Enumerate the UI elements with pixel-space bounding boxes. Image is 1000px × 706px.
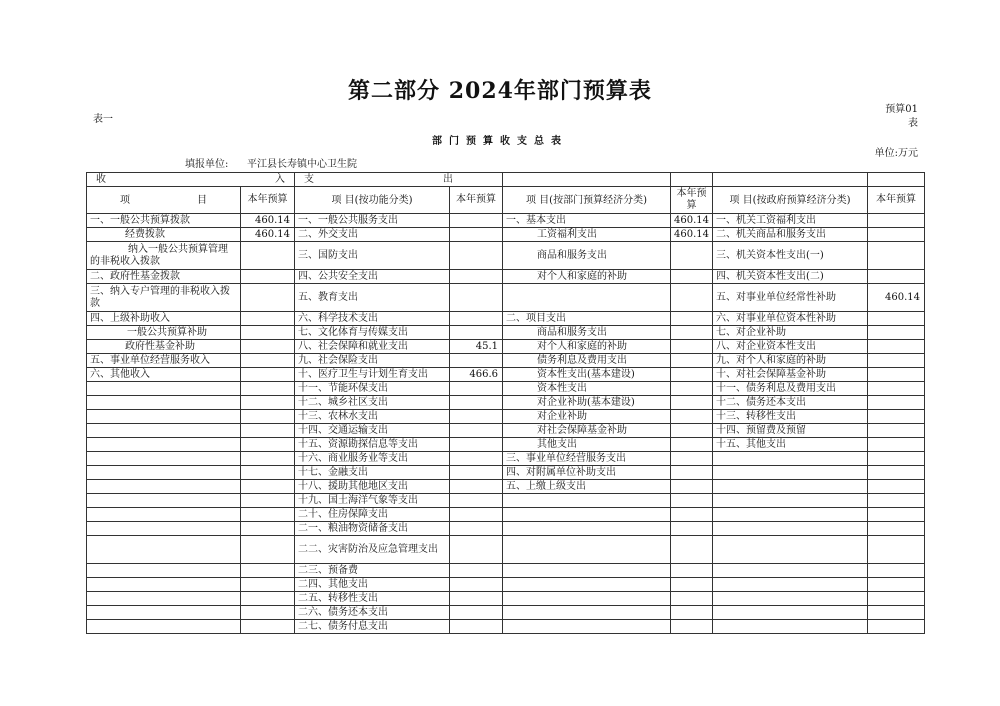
gov-econ-amount: [868, 214, 925, 228]
income-amount: [241, 438, 295, 452]
gov-econ-amount: [868, 606, 925, 620]
income-amount: [241, 536, 295, 564]
function-amount: [450, 312, 503, 326]
gov-econ-item: 一、机关工资福利支出: [713, 214, 868, 228]
gov-econ-item: 十一、债务利息及费用支出: [713, 382, 868, 396]
function-item: 二三、预备费: [295, 564, 450, 578]
dept-econ-amount: [671, 438, 713, 452]
table-row: [87, 536, 925, 564]
function-item: 七、文化体育与传媒支出: [295, 326, 450, 340]
income-item: [87, 396, 241, 410]
dept-econ-amount: [671, 494, 713, 508]
gov-econ-amount: [868, 340, 925, 354]
function-item: 十一、节能环保支出: [295, 382, 450, 396]
income-item: [87, 438, 241, 452]
gov-econ-amount: [868, 480, 925, 494]
dept-econ-item: 对企业补助(基本建设): [503, 396, 671, 410]
gov-econ-amount: [868, 312, 925, 326]
income-amount: [241, 368, 295, 382]
income-item: [87, 508, 241, 522]
function-amount-header: 本年预算: [456, 194, 496, 205]
income-item: 三、纳入专户管理的非税收入拨款: [87, 284, 241, 312]
dept-econ-amount: [671, 564, 713, 578]
function-amount: [450, 494, 503, 508]
income-amount: [241, 452, 295, 466]
income-amount: [241, 270, 295, 284]
function-item: 十三、农林水支出: [295, 410, 450, 424]
function-amount: [450, 620, 503, 634]
gov-econ-amount-header: 本年预算: [876, 194, 916, 205]
table-row: [87, 270, 925, 284]
dept-econ-amount: [671, 452, 713, 466]
function-amount: [450, 396, 503, 410]
dept-econ-item: 商品和服务支出: [503, 326, 671, 340]
income-amount: [241, 508, 295, 522]
table-row: [87, 438, 925, 452]
gov-econ-item: 九、对个人和家庭的补助: [713, 354, 868, 368]
gov-econ-item: [713, 494, 868, 508]
table-row: [87, 424, 925, 438]
gov-econ-item: 十三、转移性支出: [713, 410, 868, 424]
function-item: 二一、粮油物资储备支出: [295, 522, 450, 536]
table-row: [87, 340, 925, 354]
table-row: [87, 494, 925, 508]
dept-econ-item: 三、事业单位经营服务支出: [503, 452, 671, 466]
income-item: [87, 480, 241, 494]
function-item: 十二、城乡社区支出: [295, 396, 450, 410]
income-header-char-1: 收: [96, 174, 106, 185]
function-amount: [450, 354, 503, 368]
dept-econ-item: [503, 606, 671, 620]
gov-econ-amount: [868, 578, 925, 592]
gov-econ-amount: [868, 410, 925, 424]
function-amount: [450, 466, 503, 480]
dept-econ-item: 对个人和家庭的补助: [503, 270, 671, 284]
dept-econ-amount: [671, 410, 713, 424]
function-amount: [450, 522, 503, 536]
dept-econ-item: [503, 494, 671, 508]
gov-econ-item: [713, 564, 868, 578]
page-title: 第二部分 2024年部门预算表: [348, 78, 652, 104]
gov-econ-amount: [868, 228, 925, 242]
function-item: 十八、援助其他地区支出: [295, 480, 450, 494]
function-amount: [450, 508, 503, 522]
income-item: [87, 452, 241, 466]
table-row: [87, 326, 925, 340]
income-item: 五、事业单位经营服务收入: [87, 354, 241, 368]
gov-econ-amount: [868, 592, 925, 606]
function-item: 二五、转移性支出: [295, 592, 450, 606]
function-item: 二六、债务还本支出: [295, 606, 450, 620]
dept-econ-item: 二、项目支出: [503, 312, 671, 326]
table-row: [87, 564, 925, 578]
dept-econ-amount: [671, 536, 713, 564]
function-item: 十四、交通运输支出: [295, 424, 450, 438]
gov-econ-item: [713, 466, 868, 480]
dept-econ-item: 对社会保障基金补助: [503, 424, 671, 438]
dept-econ-amount: [671, 270, 713, 284]
income-amount: [241, 312, 295, 326]
income-item: [87, 522, 241, 536]
gov-econ-item: [713, 508, 868, 522]
income-item: [87, 410, 241, 424]
gov-econ-amount: [868, 396, 925, 410]
dept-econ-item: 五、上缴上级支出: [503, 480, 671, 494]
gov-econ-item: 四、机关资本性支出(二): [713, 270, 868, 284]
gov-econ-amount: [868, 424, 925, 438]
income-amount: 460.14: [241, 214, 295, 228]
reporting-unit-value: 平江县长寿镇中心卫生院: [247, 159, 357, 170]
income-amount: [241, 606, 295, 620]
income-item: 二、政府性基金拨款: [87, 270, 241, 284]
gov-econ-item: [713, 592, 868, 606]
table-row: [87, 578, 925, 592]
dept-econ-item: [503, 620, 671, 634]
table-number: 表一: [93, 114, 113, 125]
function-amount: [450, 480, 503, 494]
reporting-unit-label: 填报单位:: [185, 159, 229, 170]
table-row: [87, 480, 925, 494]
income-amount: [241, 564, 295, 578]
dept-econ-item: 资本性支出(基本建设): [503, 368, 671, 382]
gov-econ-amount: [868, 438, 925, 452]
function-item: 二二、灾害防治及应急管理支出: [295, 536, 450, 564]
gov-econ-item: 七、对企业补助: [713, 326, 868, 340]
dept-econ-amount: [671, 606, 713, 620]
income-header-char-2: 入: [275, 174, 285, 185]
dept-econ-item: 工资福利支出: [503, 228, 671, 242]
function-item: 十、医疗卫生与计划生育支出: [295, 368, 450, 382]
gov-econ-item: [713, 522, 868, 536]
income-item: [87, 606, 241, 620]
table-row: [87, 466, 925, 480]
dept-econ-amount: [671, 326, 713, 340]
income-amount: [241, 396, 295, 410]
dept-econ-item: 债务利息及费用支出: [503, 354, 671, 368]
dept-econ-item: [503, 508, 671, 522]
income-item: [87, 494, 241, 508]
income-amount-header: 本年预算: [247, 194, 288, 205]
dept-econ-amount: [671, 480, 713, 494]
expense-section-header: [295, 173, 503, 187]
income-amount: [241, 424, 295, 438]
income-item: 经费拨款: [87, 228, 241, 242]
gov-econ-item: 五、对事业单位经常性补助: [713, 284, 868, 312]
dept-econ-item: [503, 522, 671, 536]
dept-econ-item: 一、基本支出: [503, 214, 671, 228]
function-amount: [450, 438, 503, 452]
dept-econ-amount: [671, 578, 713, 592]
income-item: [87, 564, 241, 578]
income-amount: [241, 410, 295, 424]
function-item: 二七、债务付息支出: [295, 620, 450, 634]
dept-econ-item: [503, 592, 671, 606]
currency-unit: 单位:万元: [874, 148, 918, 159]
income-item: 四、上级补助收入: [87, 312, 241, 326]
gov-econ-amount: [868, 536, 925, 564]
function-amount: [450, 564, 503, 578]
gov-econ-item: 六、对事业单位资本性补助: [713, 312, 868, 326]
dept-econ-amount: [671, 284, 713, 312]
table-row: [87, 242, 925, 270]
gov-econ-item: [713, 536, 868, 564]
function-item: 十五、资源勘探信息等支出: [295, 438, 450, 452]
income-amount: [241, 354, 295, 368]
dept-econ-amount: [671, 522, 713, 536]
function-amount: [450, 592, 503, 606]
dept-econ-amount: [671, 592, 713, 606]
function-item: 五、教育支出: [295, 284, 450, 312]
income-amount: [241, 522, 295, 536]
dept-econ-amount: [671, 340, 713, 354]
income-amount: [241, 480, 295, 494]
function-amount: [450, 578, 503, 592]
dept-econ-item-header: 项 目(按部门预算经济分类): [503, 187, 671, 214]
dept-econ-item: [503, 536, 671, 564]
dept-econ-amount: [671, 508, 713, 522]
function-amount: [450, 410, 503, 424]
function-amount: [450, 284, 503, 312]
dept-econ-item: [503, 564, 671, 578]
income-item: 政府性基金补助: [87, 340, 241, 354]
table-row: [87, 410, 925, 424]
function-item-header: 项 目(按功能分类): [295, 187, 450, 214]
income-item: [87, 592, 241, 606]
gov-econ-amount: [868, 326, 925, 340]
gov-econ-item: 八、对企业资本性支出: [713, 340, 868, 354]
function-amount: [450, 452, 503, 466]
dept-econ-amount: [671, 424, 713, 438]
gov-econ-amount: [868, 270, 925, 284]
function-item: 十七、金融支出: [295, 466, 450, 480]
gov-econ-item: [713, 606, 868, 620]
table-row: [87, 452, 925, 466]
gov-econ-item: 十、对社会保障基金补助: [713, 368, 868, 382]
dept-econ-amount: [671, 368, 713, 382]
income-item: [87, 382, 241, 396]
function-item: 三、国防支出: [295, 242, 450, 270]
gov-econ-amount: [868, 522, 925, 536]
gov-econ-amount: [868, 508, 925, 522]
dept-econ-item: 其他支出: [503, 438, 671, 452]
income-amount: [241, 340, 295, 354]
income-amount: [241, 326, 295, 340]
gov-econ-amount: [868, 368, 925, 382]
income-amount: 460.14: [241, 228, 295, 242]
gov-econ-amount: [868, 466, 925, 480]
dept-econ-amount: [671, 396, 713, 410]
gov-econ-item: 十二、债务还本支出: [713, 396, 868, 410]
gov-econ-amount: [868, 494, 925, 508]
income-amount: [241, 620, 295, 634]
gov-econ-item: [713, 452, 868, 466]
table-row: [87, 284, 925, 312]
dept-econ-item: [503, 284, 671, 312]
dept-econ-item: 商品和服务支出: [503, 242, 671, 270]
table-row: [87, 354, 925, 368]
income-item: 一、一般公共预算拨款: [87, 214, 241, 228]
gov-econ-amount: [868, 452, 925, 466]
income-item: 一般公共预算补助: [87, 326, 241, 340]
dept-econ-amount: [671, 620, 713, 634]
expense-header-char-1: 支: [304, 174, 314, 185]
income-item: [87, 466, 241, 480]
income-item: 纳入一般公共预算管理的非税收入拨款: [87, 242, 241, 270]
table-row: [87, 508, 925, 522]
gov-econ-amount: [868, 354, 925, 368]
dept-econ-amount: [671, 382, 713, 396]
dept-econ-item: 四、对附属单位补助支出: [503, 466, 671, 480]
income-amount: [241, 284, 295, 312]
table-row: [87, 214, 925, 228]
function-amount: [450, 270, 503, 284]
budget-form-number: 预算01表: [885, 104, 918, 129]
function-amount: [450, 424, 503, 438]
function-item: 八、社会保障和就业支出: [295, 340, 450, 354]
function-amount: [450, 228, 503, 242]
table-row: [87, 368, 925, 382]
gov-econ-item-header: 项 目(按政府预算经济分类): [713, 187, 868, 214]
dept-econ-amount-header: 本年预算: [676, 188, 707, 211]
dept-econ-amount: [671, 312, 713, 326]
income-amount: [241, 466, 295, 480]
income-amount: [241, 382, 295, 396]
income-item: 六、其他收入: [87, 368, 241, 382]
income-section-header: [87, 173, 295, 187]
function-amount: 466.6: [450, 368, 503, 382]
gov-econ-item: 二、机关商品和服务支出: [713, 228, 868, 242]
table-row: [87, 620, 925, 634]
income-item: [87, 536, 241, 564]
function-item: 二四、其他支出: [295, 578, 450, 592]
table-row: [87, 228, 925, 242]
gov-econ-item: 三、机关资本性支出(一): [713, 242, 868, 270]
function-item: 四、公共安全支出: [295, 270, 450, 284]
function-item: 六、科学技术支出: [295, 312, 450, 326]
gov-econ-amount: [868, 382, 925, 396]
income-amount: [241, 592, 295, 606]
dept-econ-amount: [671, 354, 713, 368]
gov-econ-item: 十五、其他支出: [713, 438, 868, 452]
income-amount: [241, 494, 295, 508]
table-row: [87, 312, 925, 326]
budget-summary-table: [86, 172, 925, 634]
income-item: [87, 578, 241, 592]
function-amount: [450, 326, 503, 340]
income-item: [87, 424, 241, 438]
function-item: 一、一般公共服务支出: [295, 214, 450, 228]
income-amount: [241, 578, 295, 592]
dept-econ-amount: 460.14: [671, 214, 713, 228]
function-amount: [450, 606, 503, 620]
gov-econ-item: 十四、预留费及预留: [713, 424, 868, 438]
gov-econ-item: [713, 578, 868, 592]
gov-econ-item: [713, 480, 868, 494]
function-amount: [450, 536, 503, 564]
function-item: 二、外交支出: [295, 228, 450, 242]
table-subtitle: 部门预算收支总表: [432, 136, 568, 147]
dept-econ-item: 对企业补助: [503, 410, 671, 424]
expense-header-char-2: 出: [443, 174, 453, 185]
dept-econ-amount: [671, 466, 713, 480]
table-row: [87, 606, 925, 620]
dept-econ-item: 资本性支出: [503, 382, 671, 396]
function-item: 二十、住房保障支出: [295, 508, 450, 522]
table-row: [87, 382, 925, 396]
gov-econ-amount: [868, 620, 925, 634]
table-row: [87, 592, 925, 606]
gov-econ-amount: 460.14: [868, 284, 925, 312]
dept-econ-item: 对个人和家庭的补助: [503, 340, 671, 354]
table-row: [87, 396, 925, 410]
dept-econ-amount: 460.14: [671, 228, 713, 242]
function-amount: [450, 214, 503, 228]
dept-econ-item: [503, 578, 671, 592]
function-amount: [450, 382, 503, 396]
gov-econ-amount: [868, 242, 925, 270]
function-amount: 45.1: [450, 340, 503, 354]
income-item-header: 项 目: [87, 187, 241, 214]
gov-econ-item: [713, 620, 868, 634]
function-item: 十九、国土海洋气象等支出: [295, 494, 450, 508]
dept-econ-amount: [671, 242, 713, 270]
income-item: [87, 620, 241, 634]
table-row: [87, 522, 925, 536]
function-item: 九、社会保险支出: [295, 354, 450, 368]
gov-econ-amount: [868, 564, 925, 578]
function-amount: [450, 242, 503, 270]
function-item: 十六、商业服务业等支出: [295, 452, 450, 466]
income-amount: [241, 242, 295, 270]
